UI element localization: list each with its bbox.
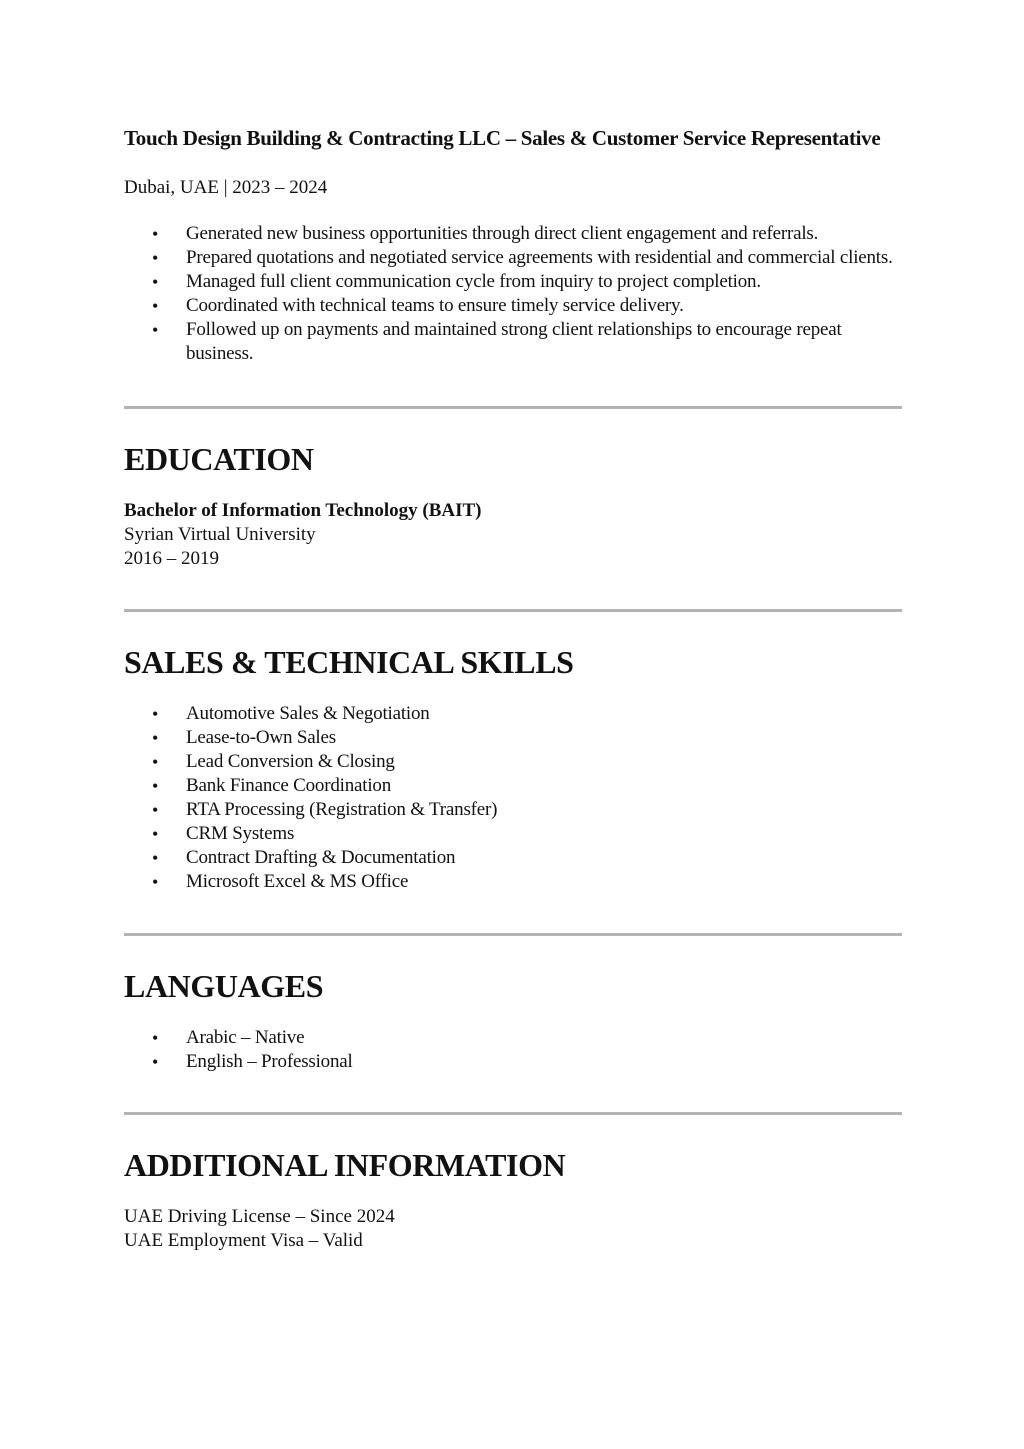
section-divider [124,1112,902,1115]
additional-line: UAE Driving License – Since 2024 [124,1206,395,1227]
job-bullets [124,222,902,366]
additional-line: UAE Employment Visa – Valid [124,1230,363,1251]
additional-section [124,1145,902,1253]
list-item: • Managed full client communication cycle from inquiry to project completion. [124,270,902,294]
list-item: • Lead Conversion & Closing [124,750,902,774]
school-name: Syrian Virtual University [124,524,316,545]
section-heading-education: EDUCATION [124,441,314,477]
list-item: • RTA Processing (Registration & Transfer) [124,798,902,822]
list-item: • Lease-to-Own Sales [124,726,902,750]
list-item: • Coordinated with technical teams to ensure timely service delivery. [124,294,902,318]
resume-page [124,124,902,1253]
education-section [124,439,902,571]
section-divider [124,933,902,936]
list-item: • Generated new business opportunities through direct client engagement and referrals. [124,222,902,246]
list-item: • English – Professional [124,1050,902,1074]
experience-entry [124,124,902,366]
section-heading-languages: LANGUAGES [124,968,324,1004]
list-item: • Contract Drafting & Documentation [124,846,902,870]
list-item: • Followed up on payments and maintained strong client relationships to encourage repeat business. [124,318,902,366]
skills-list [124,702,902,894]
skills-section [124,642,902,894]
section-divider [124,609,902,612]
section-divider [124,406,902,409]
list-item: • Automotive Sales & Negotiation [124,702,902,726]
education-years: 2016 – 2019 [124,548,219,569]
languages-list [124,1026,902,1074]
languages-section [124,966,902,1074]
degree-title: Bachelor of Information Technology (BAIT) [124,500,482,521]
list-item: • Bank Finance Coordination [124,774,902,798]
job-location-dates: Dubai, UAE | 2023 – 2024 [124,177,328,198]
list-item: • Microsoft Excel & MS Office [124,870,902,894]
job-title: Touch Design Building & Contracting LLC – Sales & Customer Service Representative [124,126,881,150]
list-item: • Arabic – Native [124,1026,902,1050]
section-heading-additional: ADDITIONAL INFORMATION [124,1147,566,1183]
list-item: • CRM Systems [124,822,902,846]
section-heading-skills: SALES & TECHNICAL SKILLS [124,644,574,680]
list-item: • Prepared quotations and negotiated service agreements with residential and commercial clients. [124,246,902,270]
